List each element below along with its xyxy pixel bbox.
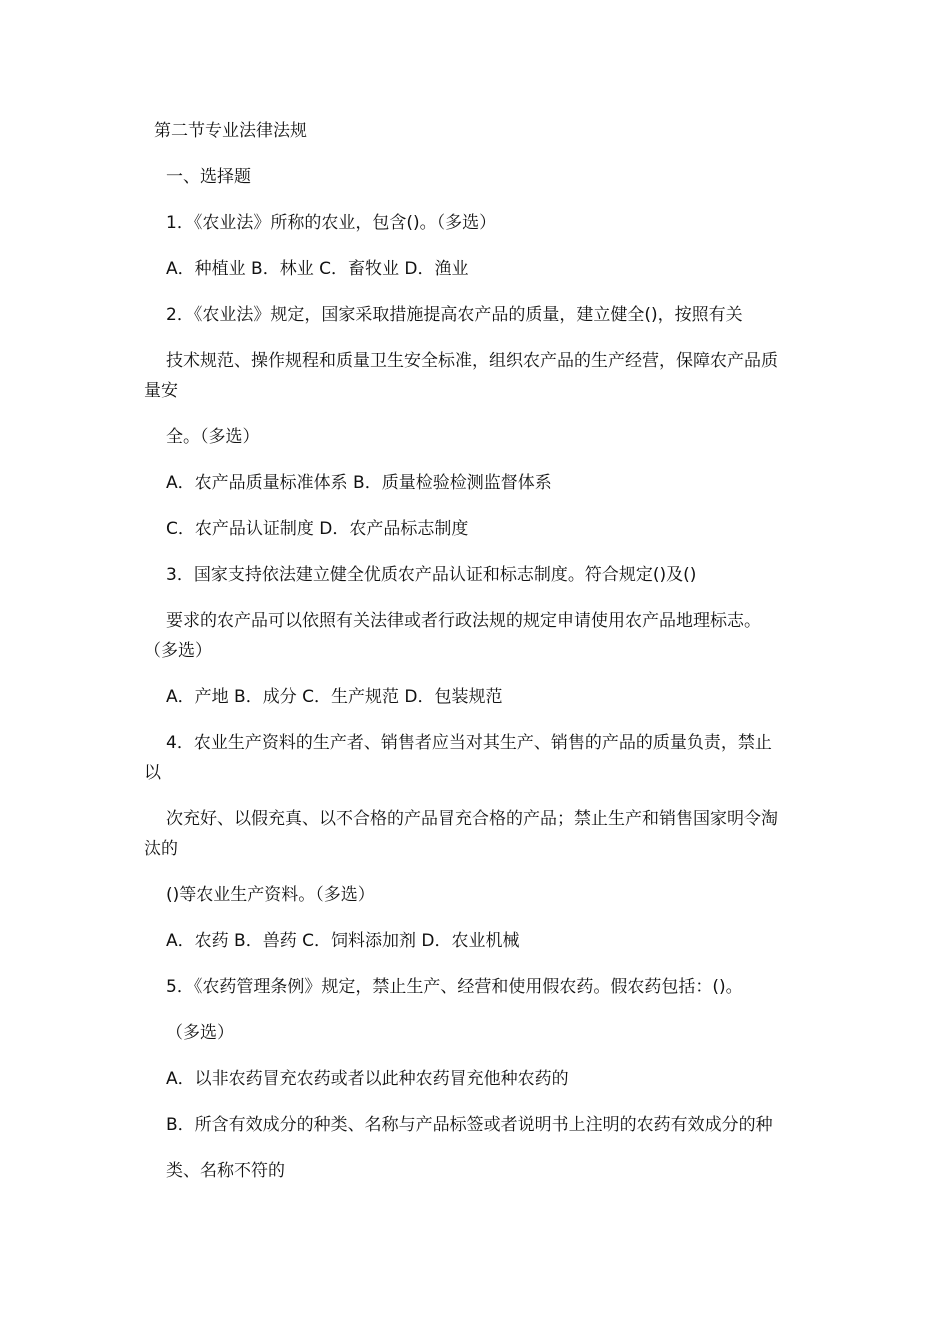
question-4-line-3: 次充好、以假充真、以不合格的产品冒充合格的产品；禁止生产和销售国家明令淘 xyxy=(166,809,778,829)
question-2-line-2: 技术规范、操作规程和质量卫生安全标准，组织农产品的生产经营，保障农产品质 xyxy=(166,351,778,371)
question-3-line-2: 要求的农产品可以依照有关法律或者行政法规的规定申请使用农产品地理标志。 xyxy=(166,611,761,631)
question-1: 1．《农业法》所称的农业，包含()。（多选） xyxy=(166,213,497,233)
question-4-line-5: ()等农业生产资料。（多选） xyxy=(166,885,375,905)
question-5-option-b: B．所含有效成分的种类、名称与产品标签或者说明书上注明的农药有效成分的种 xyxy=(166,1115,773,1135)
question-4-line-4: 汰的 xyxy=(144,839,178,859)
question-4: 4．农业生产资料的生产者、销售者应当对其生产、销售的产品的质量负责，禁止 xyxy=(166,733,772,753)
question-2-options-c-d: C．农产品认证制度 D．农产品标志制度 xyxy=(166,519,469,539)
question-5-line-2: （多选） xyxy=(166,1023,234,1043)
question-5: 5．《农药管理条例》规定，禁止生产、经营和使用假农药。假农药包括：()。 xyxy=(166,977,743,997)
question-2-line-3: 量安 xyxy=(144,381,178,401)
question-5-option-b-cont: 类、名称不符的 xyxy=(166,1161,285,1181)
question-5-option-a: A．以非农药冒充农药或者以此种农药冒充他种农药的 xyxy=(166,1069,569,1089)
section-title: 第二节专业法律法规 xyxy=(154,121,307,141)
question-3-options: A．产地 B．成分 C．生产规范 D．包装规范 xyxy=(166,687,503,707)
question-4-line-2: 以 xyxy=(144,763,161,783)
part-heading: 一、选择题 xyxy=(166,167,251,187)
question-1-options: A．种植业 B．林业 C．畜牧业 D．渔业 xyxy=(166,259,469,279)
question-3: 3．国家支持依法建立健全优质农产品认证和标志制度。符合规定()及() xyxy=(166,565,697,585)
question-2-line-4: 全。（多选） xyxy=(166,427,260,447)
question-3-line-3: （多选） xyxy=(144,641,212,661)
question-4-options: A．农药 B．兽药 C．饲料添加剂 D．农业机械 xyxy=(166,931,520,951)
question-2: 2．《农业法》规定，国家采取措施提高农产品的质量，建立健全()，按照有关 xyxy=(166,305,743,325)
question-2-options-a-b: A．农产品质量标准体系 B．质量检验检测监督体系 xyxy=(166,473,552,493)
